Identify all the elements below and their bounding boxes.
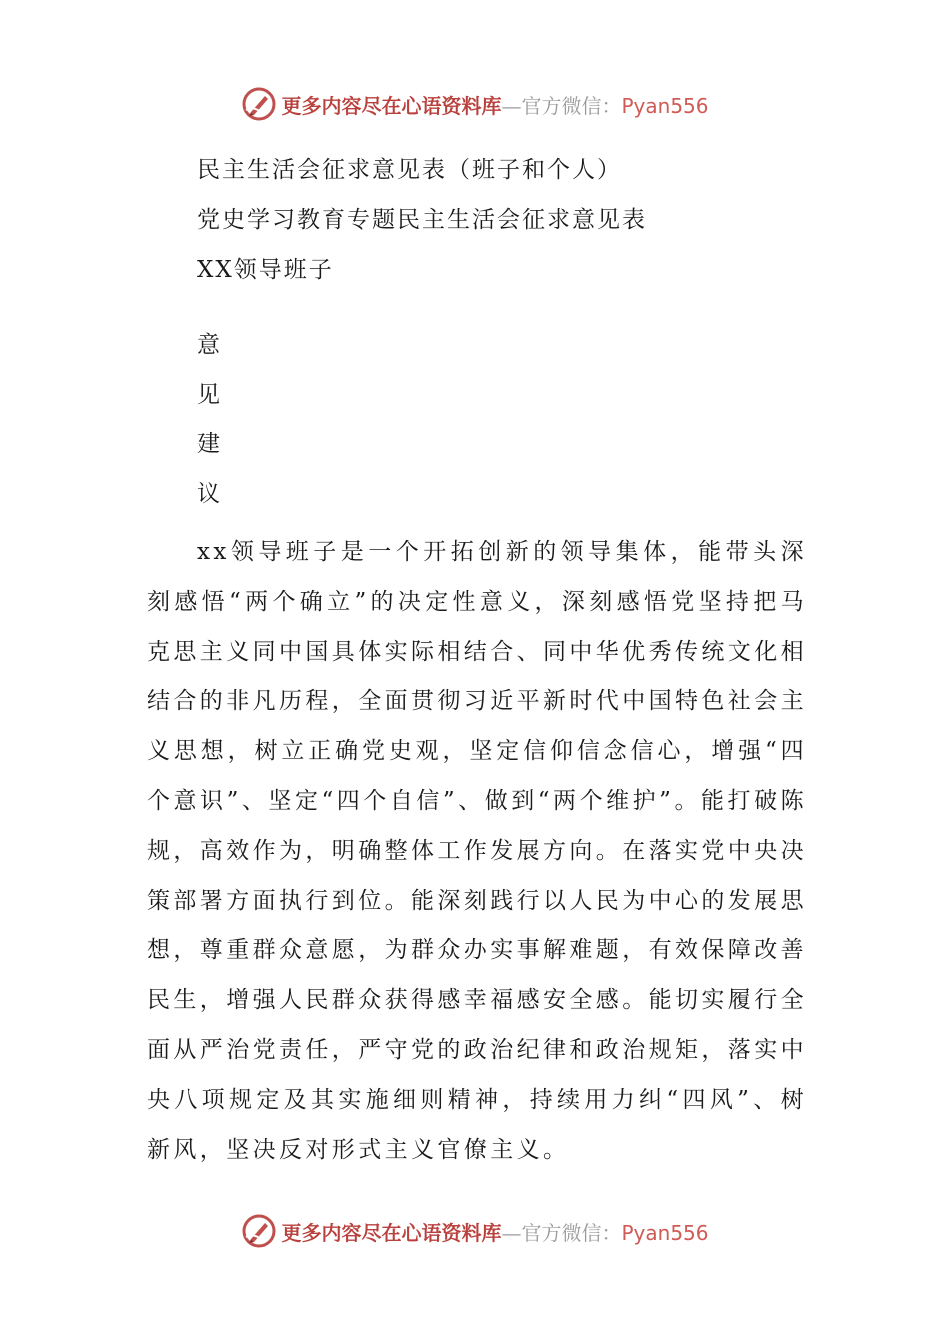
banner-wechat-label: 官方微信： xyxy=(521,93,622,118)
document-heading-2: 党史学习教育专题民主生活会征求意见表 xyxy=(197,207,647,233)
banner-text xyxy=(281,1217,708,1246)
banner-dash: — xyxy=(501,93,522,118)
banner-site-name: 更多内容尽在心语资料库 xyxy=(281,93,502,118)
vertical-label-char: 建 xyxy=(197,431,220,457)
banner-wechat-id: Pyan556 xyxy=(621,93,709,118)
vertical-label-char: 见 xyxy=(197,382,220,408)
banner-dash: — xyxy=(501,1220,522,1245)
banner-content xyxy=(241,86,708,122)
banner-wechat-label: 官方微信： xyxy=(521,1220,622,1245)
document-subject: XX领导班子 xyxy=(197,257,334,283)
banner-wechat-id: Pyan556 xyxy=(621,1220,709,1245)
banner-content xyxy=(241,1213,708,1249)
document-heading-1: 民主生活会征求意见表（班子和个人） xyxy=(197,157,622,183)
body-paragraph: xx领导班子是一个开拓创新的领导集体，能带头深刻感悟“两个确立”的决定性意义，深刻感悟党坚持把马克思主义同中国具体实际相结合、同中华优秀传统文化相结合的非凡历程，全面贯彻习近平新时代中国特色社会主义思想，树立正确党史观，坚定信仰信念信心，增强“四个意识”、坚定“四个自信”、做到“两个维护”。能打破陈规，高效作为，明确整体工作发展方向。在落实党中央决策部署方面执行到位。能深刻践行以人民为中心的发展思想，尊重群众意愿，为群众办实事解难题，有效保障改善民生，增强人民群众获得感幸福感安全感。能切实履行全面从严治党责任，严守党的政治纪律和政治规矩，落实中央八项规定及其实施细则精神，持续用力纠“四风”、树新风，坚决反对形式主义官僚主义。 xyxy=(147,539,807,1163)
banner-site-name: 更多内容尽在心语资料库 xyxy=(281,1220,502,1245)
header-banner xyxy=(0,84,950,124)
vertical-label-char: 议 xyxy=(197,481,220,507)
footer-banner xyxy=(0,1211,950,1251)
pen-logo-icon xyxy=(241,86,277,122)
vertical-label-char: 意 xyxy=(197,332,220,358)
pen-logo-icon xyxy=(241,1213,277,1249)
banner-text xyxy=(281,90,708,119)
